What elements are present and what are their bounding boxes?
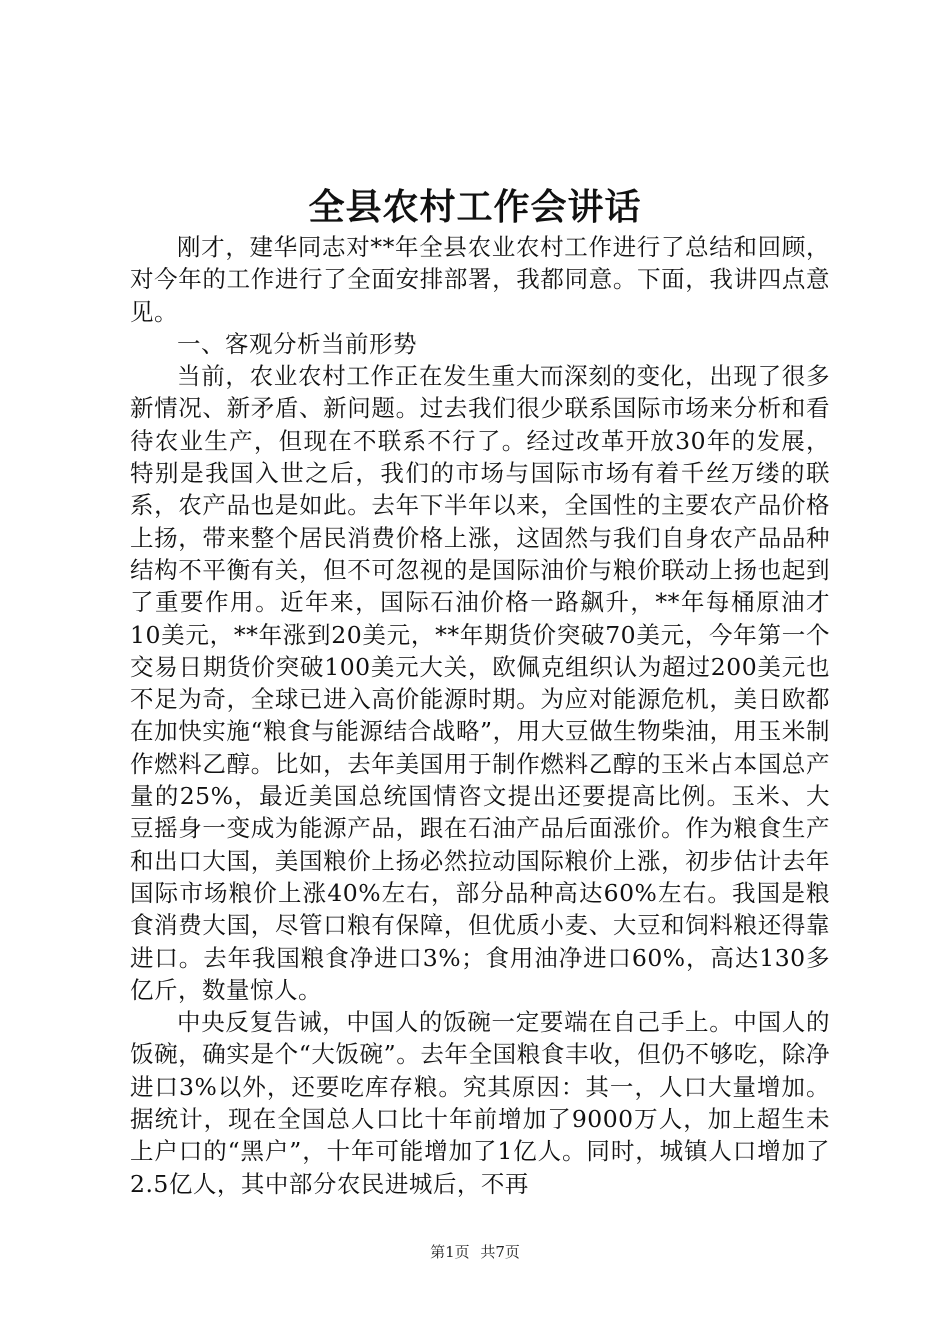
paragraph-situation: 当前，农业农村工作正在发生重大而深刻的变化，出现了很多新情况、新矛盾、新问题。过去我们很少联系国际市场来分析和看待农业生产，但现在不联系不行了。经过改革开放30年的发展，特别是我国入世之后，我们的市场与国际市场有着千丝万缕的联系，农产品也是如此。去年下半年以来，全国性的主要农产品价格上扬，带来整个居民消费价格上涨，这固然与我们自身农产品品种结构不平衡有关，但不可忽视的是国际油价与粮价联动上扬也起到了重要作用。近年来，国际石油价格一路飙升，**年每桶原油才10美元，**年涨到20美元，**年期货价突破70美元，今年第一个交易日期货价突破100美元大关，欧佩克组织认为超过200美元也不足为奇，全球已进入高价能源时期。为应对能源危机，美日欧都在加快实施“粮食与能源结合战略”，用大豆做生物柴油，用玉米制作燃料乙醇。比如，去年美国用于制作燃料乙醇的玉米占本国总产量的25%，最近美国总统国情咨文提出还要提高比例。玉米、大豆摇身一变成为能源产品，跟在石油产品后面涨价。作为粮食生产和出口大国，美国粮价上扬必然拉动国际粮价上涨，初步估计去年国际市场粮价上涨40%左右，部分品种高达60%左右。我国是粮食消费大国，尽管口粮有保障，但优质小麦、大豆和饲料粮还得靠进口。去年我国粮食净进口3%；食用油净进口60%，高达130多亿斤，数量惊人。 xyxy=(130,362,830,1004)
document-body xyxy=(130,231,830,1200)
page-footer xyxy=(0,1242,950,1262)
page-number: 第1页 xyxy=(430,1243,470,1261)
paragraph-intro: 刚才，建华同志对**年全县农业农村工作进行了总结和回顾，对今年的工作进行了全面安排部署，我都同意。下面，我讲四点意见。 xyxy=(130,233,830,326)
paragraph-central-warning: 中央反复告诫，中国人的饭碗一定要端在自己手上。中国人的饭碗，确实是个“大饭碗”。去年全国粮食丰收，但仍不够吃，除净进口3%以外，还要吃库存粮。究其原因：其一，人口大量增加。据统计，现在全国总人口比十年前增加了9000万人，加上超生未上户口的“黑户”，十年可能增加了1亿人。同时，城镇人口增加了2.5亿人，其中部分农民进城后，不再 xyxy=(130,1008,830,1198)
section-heading: 一、客观分析当前形势 xyxy=(177,329,417,358)
page-total: 共7页 xyxy=(480,1243,520,1261)
document-title: 全县农村工作会讲话 xyxy=(308,186,642,228)
